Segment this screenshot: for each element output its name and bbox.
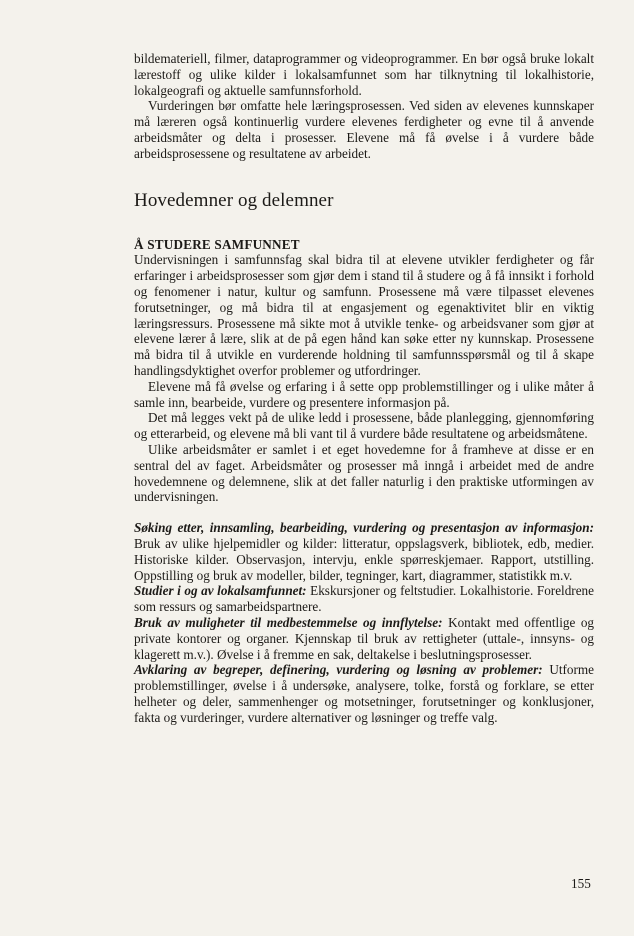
topic-title: Søking etter, innsamling, bearbeiding, vurdering og presentasjon av informasjon: (134, 520, 594, 536)
document-page (134, 51, 594, 725)
topic-title: Bruk av muligheter til medbestemmelse og innflytelse: (134, 614, 443, 630)
intro-paragraph-1: bildemateriell, filmer, dataprogrammer og videoprogrammer. En bør også bruke lokalt lærestoff og ulike kilder i lokalsamfunnet som har tilknytning til lokalhistorie, lokalgeografi og aktuelle samfunnsforhold. (134, 51, 594, 98)
topic-text: Kontakt med offentlige og private kontorer og organer. Kjennskap til bruk av rettigheter (uttale-, innsyns- og klagerett m.v.). Øvelse i å fremme en sak, deltakelse i beslutningsprosesser. (134, 614, 595, 662)
topic-text: Bruk av ulike hjelpemidler og kilder: litteratur, oppslagsverk, bibliotek, edb, medier. Historiske kilder. Observasjon, intervju, enkle spørreskjemaer. Rapport, utstilling. Oppstilling og bruk av modeller, bilder, tegninger, kart, diagrammer, statistikk m.v. (134, 535, 594, 583)
topic-item (134, 662, 594, 725)
body-paragraph-2: Elevene må få øvelse og erfaring i å sette opp problemstillinger og i ulike måter å samle inn, bearbeide, vurdere og presentere informasjon på. (134, 378, 594, 410)
body-paragraph-4: Ulike arbeidsmåter er samlet i et eget hovedemne for å framheve at disse er en sentral del av faget. Arbeidsmåter og prosesser må inngå i arbeidet med de andre hovedemnene og delemnene, slik at det faller naturlig i den praktiske utformingen av undervisningen. (134, 441, 594, 505)
topic-item (134, 583, 594, 615)
intro-paragraph-2: Vurderingen bør omfatte hele læringsprosessen. Ved siden av elevenes kunnskaper må læreren også kontinuerlig vurdere elevenes ferdigheter og evne til å anvende arbeidsmåter og delta i prosesser. Elevene må få øvelse i å vurdere både arbeidsprosessene og resultatene av arbeidet. (134, 98, 594, 161)
topic-list (134, 520, 594, 725)
topic-title: Avklaring av begreper, definering, vurdering og løsning av problemer: (134, 662, 543, 678)
topic-item (134, 615, 594, 662)
page-number: 155 (571, 876, 591, 891)
topic-text: Ekskursjoner og feltstudier. Lokalhistorie. Foreldrene som ressurs og samarbeidspartnere. (134, 583, 594, 615)
body-paragraph-3: Det må legges vekt på de ulike ledd i prosessene, både planlegging, gjennomføring og etterarbeid, og elevene må bli vant til å vurdere både resultatene og arbeidsmåtene. (134, 410, 594, 442)
topic-title: Studier i og av lokalsamfunnet: (134, 583, 307, 599)
body-paragraph-1: Undervisningen i samfunnsfag skal bidra til at elevene utvikler ferdigheter og får erfaringer i arbeidsprosesser som gjør dem i stand til å studere og å få innsikt i forhold og fenomener i natur, kultur og samfunn. Prosessene må være tilpasset elevenes forutsetninger, og må bidra til at engasjement og egenaktivitet blir en viktig læringsressurs. Prosessene må sikte mot å utvikle tenke- og arbeidsvaner som gjør at elevene lærer å lære, slik at de på egen hånd kan søke etter ny kunnskap. Prosessene må bidra til å utvikle en vurderende holdning til samfunnsspørsmål og til å skape handlingsdyktighet overfor problemer og utfordringer. (134, 252, 594, 378)
subsection-heading: Å STUDERE SAMFUNNET (134, 236, 300, 252)
topic-text: Utforme problemstillinger, øvelse i å undersøke, analysere, tolke, forstå og forklare, se etter helheter og deler, sammenhenger og motsetninger, forutsetninger og konklusjoner, fakta og vurderinger, vurdere alternativer og løsninger og treffe valg. (134, 662, 595, 725)
topic-item (134, 520, 594, 583)
section-heading: Hovedemner og delemner (134, 189, 334, 211)
